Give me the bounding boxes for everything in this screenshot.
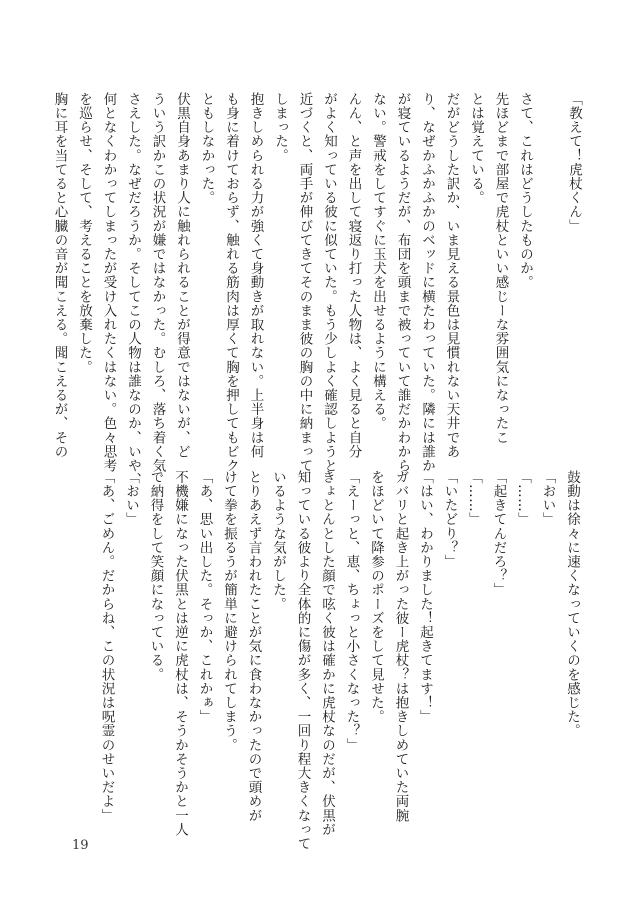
- bottom-text-line: とりあえず言われたことが気に食わなかったので頭めが: [245, 470, 262, 823]
- top-text-line: 先ほどまで部屋で虎杖といい感じーな雰囲気になったこ: [492, 92, 509, 445]
- top-text-line: がよく知っている彼に似ていた。もう少しよく確認しようと: [321, 92, 337, 473]
- top-text-line: ういう訳かこの状況が嫌ではなかった。むしろ、落ち着く気: [149, 92, 166, 473]
- top-text-block: [47, 92, 586, 487]
- bottom-text-line: 「……」: [515, 470, 531, 527]
- top-text-line: [537, 92, 562, 442]
- top-text-line: 抱きしめられる力が強くて身動きが取れない。上半身は何: [247, 92, 264, 459]
- bottom-text-line: けて拳を振るうが簡単に避けられてしまう。: [221, 470, 237, 752]
- top-text-line: 近づくと、両手が伸びてきてそのまま彼の胸の中に納まって: [296, 92, 313, 473]
- top-text-line: を巡らせ、そして、考えることを放棄した。: [76, 92, 92, 374]
- bottom-text-line: 「おい」: [539, 470, 556, 527]
- bottom-text-line: 「あ、ごめん。だからね、この状況は呪霊のせいだよ」: [98, 470, 115, 823]
- top-text-line: 伏黒自身あまり人に触れられることが得意ではないが、ど: [174, 92, 190, 459]
- bottom-text-line: 鼓動は徐々に速くなっていくのを感じた。: [564, 470, 580, 738]
- bottom-text-line: 「起きてんだろ？」: [490, 470, 507, 597]
- bottom-text-line: 「えーっと、恵、ちょっと小さくなった？」: [343, 470, 360, 752]
- top-text-line: さえした。なぜだろうか。そしてこの人物は誰なのか、いや、: [125, 92, 141, 487]
- top-text-line: ともしなかった。: [198, 92, 215, 205]
- top-text-line: 何となくわかってしまったが受け入れたくはない。色々思考: [100, 92, 117, 473]
- bottom-text-line: 知っている彼より全体的に傷が多く、一回り程大きくなって: [294, 470, 311, 851]
- bottom-text-line: 「あ、思い出した。そっか、これかぁ」: [196, 470, 213, 724]
- bottom-text-block: [94, 470, 584, 851]
- top-text-line: しまった。: [272, 92, 288, 163]
- top-text-line: んん、と声を出して寝返り打った人物は、よく見ると自分: [345, 92, 362, 459]
- bottom-text-line: 「おい」: [123, 470, 139, 527]
- top-text-line: さて、これはどうしたものか。: [517, 92, 533, 290]
- bottom-text-line: をほどいて降参のポーズをして見せた。: [368, 470, 384, 724]
- top-text-line: とは覚えている。: [468, 92, 484, 205]
- bottom-text-line: 不機嫌になった伏黒とは逆に虎杖は、そうかそうかと一人: [172, 470, 188, 837]
- bottom-text-line: いるような気がした。: [270, 470, 286, 611]
- bottom-text-line: 「……」: [466, 470, 482, 527]
- top-text-line: だがどうした訳か、いま見える景色は見慣れない天井であ: [443, 92, 460, 459]
- top-text-line: 胸に耳を当てると心臓の音が聞こえる。聞こえるが、その: [51, 92, 68, 459]
- bottom-text-line: 「はい、わかりました！起きてます！」: [417, 470, 433, 724]
- bottom-text-line: ガバリと起き上がった彼ー虎杖？は抱きしめていた両腕: [392, 470, 409, 823]
- top-text-line: も身に着けておらず、触れる筋肉は厚くて胸を押してもビク: [223, 92, 239, 473]
- top-text-line: ない。警戒をしてすぐに玉犬を出せるように構える。: [370, 92, 386, 431]
- bottom-text-line: で納得をして笑顔になっている。: [147, 470, 164, 682]
- bottom-text-line: きょとんとした顔で呟く彼は確かに虎杖なのだが、伏黒が: [319, 470, 335, 837]
- top-text-line: が寝ているようだが、布団を頭まで被っていて誰だかわから: [394, 92, 411, 473]
- top-text-line: り、なぜかふかふかのベッドに横たわっていた。隣には誰か: [419, 92, 435, 473]
- page-number: 19: [72, 838, 89, 853]
- top-text-line: 「教えて！虎杖くん」: [566, 92, 582, 233]
- bottom-text-line: 「いたどり？」: [441, 470, 458, 569]
